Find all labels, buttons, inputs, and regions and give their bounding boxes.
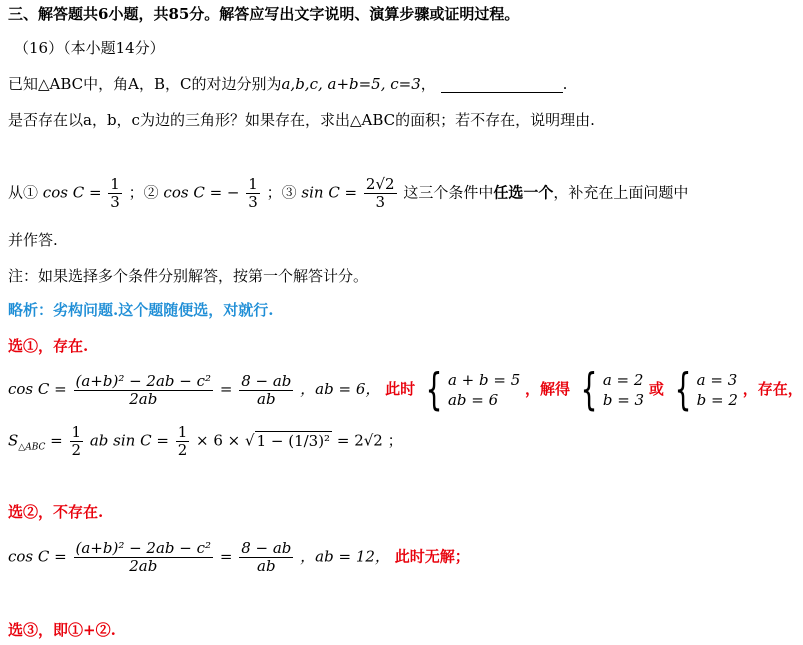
option-3-expr: sin C =	[301, 183, 358, 202]
analysis: 略析：劣构问题.这个题随便选，对就行.	[8, 301, 274, 319]
frac-den: 3	[110, 193, 120, 211]
sol1-cos-line	[8, 364, 803, 415]
huo-label: 或	[648, 380, 664, 398]
frac-num: 8 − ab	[241, 371, 292, 390]
answer-blank[interactable]	[441, 78, 563, 93]
system-row: a = 3	[696, 371, 738, 389]
frac-num: (a+b)² − 2ab − c²	[75, 371, 212, 390]
sol2-title: 选②，不存在.	[8, 503, 104, 521]
area-mid-2: × 6 ×	[196, 431, 241, 450]
frac-num: 1	[177, 423, 188, 441]
area-sub: △ABC	[18, 442, 46, 453]
option-suffix-tail: ，补充在上面问题中	[553, 183, 689, 202]
problem-label: （16）（本小题14分）	[14, 39, 165, 57]
given-line: 已知△ABC中，角A，B，C的对边分别为a,b,c, a+b=5, c=3， .	[8, 75, 568, 93]
given-math: a,b,c, a+b=5, c=3	[281, 75, 421, 93]
option-sep: ；③	[266, 183, 297, 202]
half-fraction	[70, 424, 84, 459]
sol1-title: 选①，存在.	[8, 337, 89, 355]
given-suffix: ，	[420, 75, 436, 93]
area-lhs: S	[8, 431, 19, 450]
cos-lhs: cos C =	[8, 547, 67, 566]
cos-fraction-2	[239, 373, 293, 408]
frac-den: 3	[248, 193, 258, 211]
frac-num: 2√2	[365, 175, 395, 193]
option-1-fraction	[108, 176, 122, 211]
sol1-area-line: $S_{\triangle ABC}$ = $\frac{1}{2}$ ab sin C = $\frac{1}{2}$ × 6 × √ 1 − (1/3)² = 2√2 ；	[8, 423, 403, 459]
frac-den: 2	[177, 441, 188, 459]
jiede-label: ，解得	[525, 380, 571, 398]
system-2: { a = 2 b = 3	[580, 364, 645, 415]
system-row: b = 2	[696, 391, 738, 409]
options-line-2: 并作答.	[8, 231, 58, 249]
note: 注：如果选择多个条件分别解答，按第一个解答计分。	[8, 267, 369, 285]
frac-den: 2ab	[129, 557, 158, 575]
frac-den: 2ab	[129, 389, 158, 408]
equals: =	[219, 547, 233, 566]
cos-fraction-2	[239, 540, 293, 575]
equals: =	[50, 431, 63, 450]
no-solution-label: 此时无解；	[394, 547, 470, 566]
system-row: ab = 6	[447, 391, 499, 409]
system-row: b = 3	[602, 391, 645, 409]
option-3-fraction	[364, 176, 397, 211]
frac-den: 2	[71, 441, 82, 459]
frac-den: 3	[375, 193, 386, 211]
cunzai-label: ，存在，	[742, 380, 803, 398]
frac-num: 1	[248, 175, 258, 193]
section-header: 三、解答题共6小题，共85分。解答应写出文字说明、演算步骤或证明过程。	[8, 5, 520, 23]
cos-fraction	[74, 540, 214, 575]
option-2-expr: cos C = −	[163, 183, 240, 202]
system-3: { a = 3 b = 2	[674, 364, 738, 415]
frac-num: (a+b)² − 2ab − c²	[75, 539, 212, 557]
question-text: 是否存在以a，b，c为边的三角形？如果存在，求出△ABC的面积；若不存在，说明理由.	[8, 111, 595, 129]
option-suffix-bold: 任选一个	[493, 183, 554, 202]
system-1: { a + b = 5 ab = 6	[425, 364, 521, 415]
option-2-fraction	[246, 176, 260, 211]
option-sep: ；②	[128, 183, 159, 202]
ab-value: ，ab = 12，	[300, 547, 390, 566]
sqrt-radicand: 1 − (1/3)²	[256, 431, 331, 450]
area-mid: ab sin C =	[89, 431, 169, 450]
half-fraction-2	[176, 424, 190, 459]
equals: =	[219, 380, 233, 398]
sol2-cos-line	[8, 540, 470, 575]
option-prefix: 从①	[8, 183, 39, 202]
cos-lhs: cos C =	[8, 380, 67, 398]
frac-num: 1	[110, 175, 120, 193]
options-line	[8, 176, 688, 211]
frac-den: ab	[257, 389, 276, 408]
cishi-label: 此时	[385, 380, 416, 398]
ab-value: ，ab = 6，	[300, 380, 381, 398]
frac-num: 1	[71, 423, 82, 441]
frac-num: 8 − ab	[241, 539, 292, 557]
option-1-expr: cos C =	[42, 183, 102, 202]
sol3-title: 选③，即①+②.	[8, 621, 116, 639]
frac-den: ab	[257, 557, 276, 575]
cos-fraction	[74, 373, 214, 408]
option-suffix: 这三个条件中	[403, 183, 494, 202]
given-prefix: 已知△ABC中，角A，B，C的对边分别为	[8, 75, 282, 93]
area-result: = 2√2 ；	[336, 431, 403, 450]
system-row: a + b = 5	[447, 371, 521, 389]
system-row: a = 2	[602, 371, 644, 389]
